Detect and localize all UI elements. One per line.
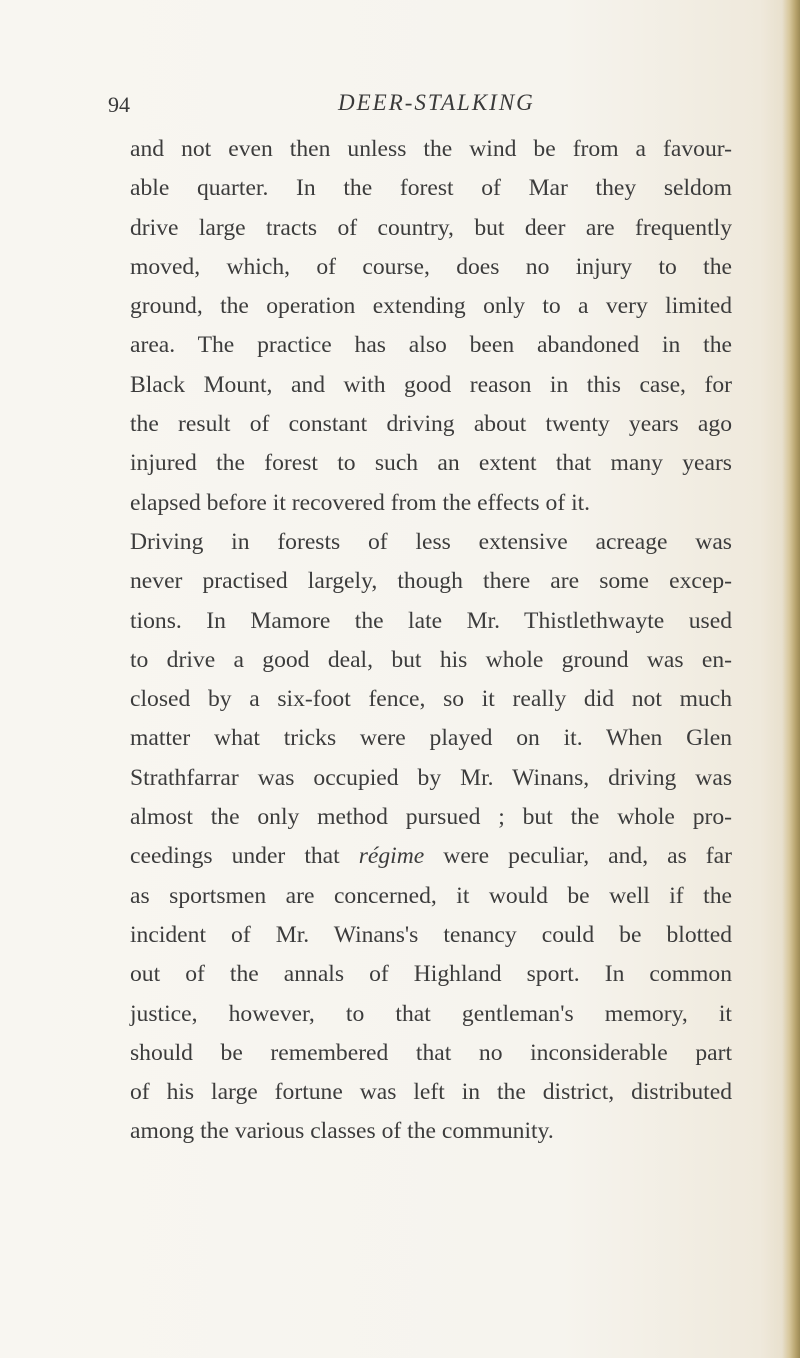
text-run: ceedings under that — [130, 843, 359, 870]
text-line: of his large fortune was left in the district, distributed — [130, 1079, 732, 1106]
text-line: justice, however, to that gentleman's memory, it — [130, 1000, 732, 1027]
text-line: ground, the operation extending only to a very limited — [130, 293, 732, 320]
text-line: incident of Mr. Winans's tenancy could be blotted — [130, 921, 732, 948]
text-run: were peculiar, and, as far — [424, 843, 732, 870]
text-line: Strathfarrar was occupied by Mr. Winans, driving was — [130, 764, 732, 791]
text-line: to drive a good deal, but his whole ground was en- — [130, 646, 732, 673]
text-line: as sportsmen are concerned, it would be well if the — [130, 882, 732, 909]
text-line: matter what tricks were played on it. When Glen — [130, 725, 732, 752]
text-line: Driving in forests of less extensive acreage was — [130, 528, 732, 555]
text-line: among the various classes of the community. — [130, 1118, 554, 1145]
text-line: never practised largely, though there are some excep- — [130, 568, 732, 595]
page-edge — [782, 0, 800, 1358]
text-line: Black Mount, and with good reason in this case, for — [130, 371, 732, 398]
text-line: closed by a six-foot fence, so it really did not much — [130, 686, 732, 713]
text-line: drive large tracts of country, but deer are frequently — [130, 214, 732, 241]
page-number: 94 — [108, 92, 130, 117]
body-text — [130, 130, 732, 1152]
text-line: elapsed before it recovered from the effects of it. — [130, 489, 591, 516]
italic-word: régime — [358, 843, 425, 870]
text-line: able quarter. In the forest of Mar they seldom — [130, 175, 732, 202]
text-line: should be remembered that no inconsiderable part — [130, 1039, 732, 1066]
text-line: moved, which, of course, does no injury to the — [130, 253, 732, 280]
page-header — [108, 92, 748, 128]
running-head: DEER-STALKING — [338, 90, 535, 115]
text-line: out of the annals of Highland sport. In common — [130, 961, 732, 988]
text-line: area. The practice has also been abandoned in the — [130, 332, 732, 359]
text-line: injured the forest to such an extent that many years — [130, 450, 732, 477]
text-line: the result of constant driving about twenty years ago — [130, 411, 732, 438]
text-line: almost the only method pursued ; but the whole pro- — [130, 804, 732, 831]
text-line: and not even then unless the wind be from a favour- — [130, 136, 732, 162]
text-line: tions. In Mamore the late Mr. Thistlethwayte used — [130, 607, 732, 634]
text-line — [130, 837, 732, 876]
